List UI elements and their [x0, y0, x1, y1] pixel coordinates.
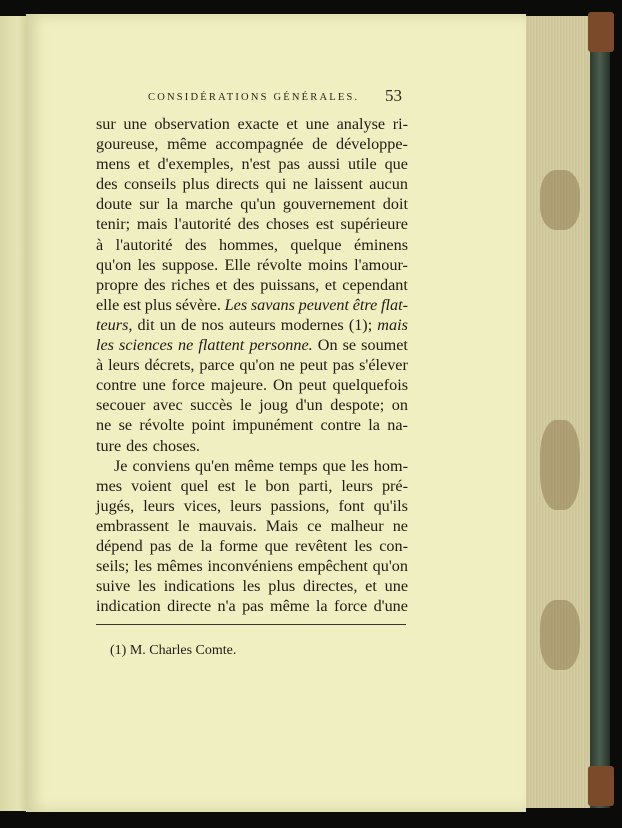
word: est: [123, 295, 142, 314]
word: bon: [265, 476, 290, 495]
word: pas: [149, 536, 172, 555]
word: ture: [96, 436, 122, 455]
word: directe: [167, 597, 212, 616]
word: mais: [136, 215, 168, 234]
word: malheur: [330, 516, 384, 535]
word: à: [96, 356, 104, 375]
text-line: [96, 194, 408, 214]
word: contre: [96, 376, 137, 395]
word: ce: [307, 516, 322, 535]
word: analyse: [336, 115, 386, 133]
word: leurs: [108, 356, 140, 375]
word: ne: [392, 516, 408, 535]
word: même: [167, 135, 207, 154]
word: moins: [308, 255, 348, 274]
word: hommes,: [218, 235, 278, 254]
word: voient: [131, 476, 172, 495]
word: pas: [278, 155, 300, 174]
word: qui: [265, 175, 287, 194]
text-line: [96, 275, 408, 295]
word: force: [171, 376, 205, 395]
text-line: [96, 576, 408, 596]
word: qu'ils: [373, 496, 408, 515]
word: un: [159, 315, 176, 334]
cover-corner-top: [588, 12, 614, 52]
word: flattent: [198, 336, 245, 355]
word: embrassent: [96, 516, 169, 535]
word: conseils: [123, 175, 177, 194]
edge-stain: [540, 600, 580, 670]
word: ne: [292, 175, 308, 194]
word: sciences: [119, 336, 173, 355]
word: impunément: [232, 416, 314, 435]
word: les: [134, 557, 153, 576]
word: puissans,: [260, 275, 320, 294]
word: l'autorité: [115, 235, 173, 254]
word: mauvais.: [198, 516, 257, 535]
word: contre: [320, 416, 361, 435]
word: révolte: [139, 416, 185, 435]
word: peut: [298, 376, 327, 395]
word: plus: [182, 175, 210, 194]
word: se: [342, 336, 357, 355]
word: de: [180, 315, 197, 334]
word: à: [96, 235, 104, 254]
word: riches: [171, 275, 210, 294]
word: secouer: [96, 396, 146, 415]
word: doit: [382, 195, 408, 214]
book-cover-edge: [590, 18, 610, 808]
word: développe-: [336, 135, 408, 154]
word: On: [317, 336, 338, 355]
word: la: [200, 536, 213, 555]
word: être: [352, 295, 378, 314]
word: quelquefois: [332, 376, 408, 395]
word: nos: [201, 315, 224, 334]
word: même: [234, 456, 274, 475]
text-line: [96, 114, 408, 134]
word: teurs,: [96, 315, 133, 334]
word: succès: [190, 396, 233, 415]
word: et: [286, 115, 299, 133]
text-line: [96, 536, 408, 556]
word: des: [232, 275, 255, 294]
text-line: [96, 355, 408, 375]
word: et: [324, 275, 337, 294]
word: leurs: [143, 496, 175, 515]
word: n'est: [241, 155, 271, 174]
word: conviens: [132, 456, 190, 475]
word: aucun: [369, 175, 408, 194]
word: ne: [279, 356, 295, 375]
word: les: [137, 255, 156, 274]
word: avec: [152, 396, 183, 415]
word: d'exemples,: [157, 155, 234, 174]
word: inconvéniens: [207, 557, 293, 576]
text-line: [96, 496, 408, 516]
edge-stain: [540, 420, 580, 510]
text-line: [96, 174, 408, 194]
text-line: [96, 295, 408, 315]
word: choses: [266, 215, 310, 234]
word: cependant: [342, 275, 408, 294]
word: soumet: [361, 336, 408, 355]
word: font: [338, 496, 365, 515]
word: savans: [250, 295, 295, 314]
word: de: [312, 135, 328, 154]
word: n'a: [217, 597, 236, 616]
running-header: CONSIDÉRATIONS GÉNÉRALES.: [148, 92, 360, 103]
word: utile: [347, 155, 377, 174]
word: revêtent: [295, 536, 348, 555]
word: choses.: [152, 436, 200, 455]
text-line: [96, 395, 408, 415]
text-line: [96, 375, 408, 395]
text-line: [96, 154, 408, 174]
text-line: [96, 476, 408, 496]
word: des: [126, 436, 148, 455]
word: et: [215, 275, 228, 294]
word: mêmes: [156, 557, 203, 576]
word: parti,: [298, 476, 333, 495]
word: ne: [96, 416, 112, 435]
text-line: [96, 214, 408, 234]
word: le: [244, 476, 257, 495]
word: dit: [137, 315, 155, 334]
word: les: [350, 456, 369, 475]
word: les: [354, 536, 373, 555]
word: directs: [215, 175, 260, 194]
word: que: [264, 536, 289, 555]
word: éminens: [354, 235, 408, 254]
word: force: [333, 597, 368, 616]
word: le: [177, 516, 190, 535]
text-line: [96, 556, 408, 576]
text-line: [96, 134, 408, 154]
word: une: [384, 577, 408, 596]
word: auteurs: [228, 315, 276, 334]
word: révolte: [256, 255, 302, 274]
word: accompagnée: [215, 135, 304, 154]
cover-corner-bottom: [588, 766, 614, 806]
word: On: [272, 376, 293, 395]
word: leurs: [230, 496, 262, 515]
word: mes: [96, 476, 123, 495]
word: et: [365, 577, 377, 596]
word: supérieure: [340, 215, 408, 234]
word: doute: [96, 195, 132, 214]
word: des: [96, 175, 118, 194]
word: peuvent: [298, 295, 349, 314]
word: directes,: [303, 577, 358, 596]
word: les: [242, 577, 261, 596]
word: une: [305, 115, 329, 133]
text-line: [96, 516, 408, 536]
body-text: [96, 114, 408, 616]
word: ri-: [392, 115, 408, 133]
word: sur: [96, 115, 116, 133]
text-line: [96, 235, 408, 255]
word: despote;: [330, 396, 385, 415]
word: exacte: [237, 115, 279, 133]
word: peut: [299, 356, 328, 375]
word: propre: [96, 275, 139, 294]
word: flat-: [381, 295, 408, 314]
word: na-: [387, 416, 408, 435]
word: Les: [224, 295, 248, 314]
word: que: [322, 456, 346, 475]
word: la: [315, 597, 328, 616]
word: forme: [219, 536, 258, 555]
word: sur: [139, 195, 160, 214]
text-line: [96, 315, 408, 335]
footnote: (1) M. Charles Comte.: [110, 643, 237, 658]
word: observation: [154, 115, 230, 133]
text-line: [96, 456, 408, 476]
word: l'amour-: [354, 255, 408, 274]
word: ne: [178, 336, 194, 355]
word: suive: [96, 577, 131, 596]
page-number: 53: [385, 86, 402, 105]
page-block-edges: [522, 16, 590, 808]
word: elle: [96, 295, 120, 314]
word: point: [191, 416, 225, 435]
word: décrets,: [144, 356, 195, 375]
word: est: [217, 476, 236, 495]
word: s'élever: [359, 356, 408, 375]
word: sévère.: [175, 295, 221, 314]
word: plus: [268, 577, 296, 596]
word: con-: [379, 536, 408, 555]
word: la: [166, 195, 179, 214]
word: dépend: [96, 536, 143, 555]
word: mens: [96, 155, 131, 174]
word: temps: [278, 456, 318, 475]
word: des: [184, 235, 207, 254]
word: qu'un: [240, 195, 276, 214]
word: vices,: [183, 496, 222, 515]
word: indications: [163, 577, 235, 596]
word: hom-: [373, 456, 408, 475]
word: empêchent: [297, 557, 368, 576]
word: seils;: [96, 557, 130, 576]
word: pas: [332, 356, 355, 375]
word: même: [270, 597, 310, 616]
word: indication: [96, 597, 161, 616]
word: suppose.: [161, 255, 219, 274]
word: aussi: [307, 155, 341, 174]
word: est: [315, 215, 334, 234]
word: d'une: [373, 597, 408, 616]
word: tenir;: [96, 215, 131, 234]
text-line: [96, 436, 408, 456]
word: laissent: [314, 175, 363, 194]
word: modernes: [280, 315, 344, 334]
word: une: [142, 376, 166, 395]
word: majeure.: [210, 376, 268, 395]
word: Mais: [265, 516, 299, 535]
word: l'autorité: [174, 215, 232, 234]
word: les: [137, 577, 156, 596]
word: qu'on: [96, 255, 132, 274]
word: quelque: [290, 235, 342, 254]
word: la: [368, 416, 380, 435]
word: les: [96, 336, 114, 355]
word: et: [138, 155, 150, 174]
word: des: [237, 215, 260, 234]
word: joug: [259, 396, 288, 415]
word: de: [178, 536, 194, 555]
word: plus: [144, 295, 172, 314]
word: passions,: [270, 496, 330, 515]
word: marche: [185, 195, 233, 214]
word: se: [118, 416, 133, 435]
word: personne.: [249, 336, 313, 355]
word: une: [123, 115, 147, 133]
word: Elle: [224, 255, 251, 274]
text-line: [96, 596, 408, 616]
word: qu'en: [194, 456, 230, 475]
word: pas: [242, 597, 264, 616]
word: gouvernement: [282, 195, 376, 214]
word: Je: [114, 456, 128, 475]
word: goureuse,: [96, 135, 159, 154]
footnote-rule: [96, 624, 406, 625]
word: on: [391, 396, 408, 415]
word: qu'on: [372, 557, 408, 576]
edge-stain: [540, 170, 580, 230]
word: jugés,: [96, 496, 135, 515]
word: mais: [377, 315, 408, 334]
word: quel: [180, 476, 209, 495]
word: pré-: [381, 476, 408, 495]
word: leurs: [341, 476, 373, 495]
word: (1);: [348, 315, 373, 334]
word: que: [384, 155, 408, 174]
word: qu'on: [239, 356, 275, 375]
text-line: [96, 415, 408, 435]
text-line: [96, 335, 408, 355]
word: d'un: [295, 396, 323, 415]
word: le: [239, 396, 252, 415]
word: parce: [199, 356, 235, 375]
text-line: [96, 255, 408, 275]
word: des: [143, 275, 166, 294]
